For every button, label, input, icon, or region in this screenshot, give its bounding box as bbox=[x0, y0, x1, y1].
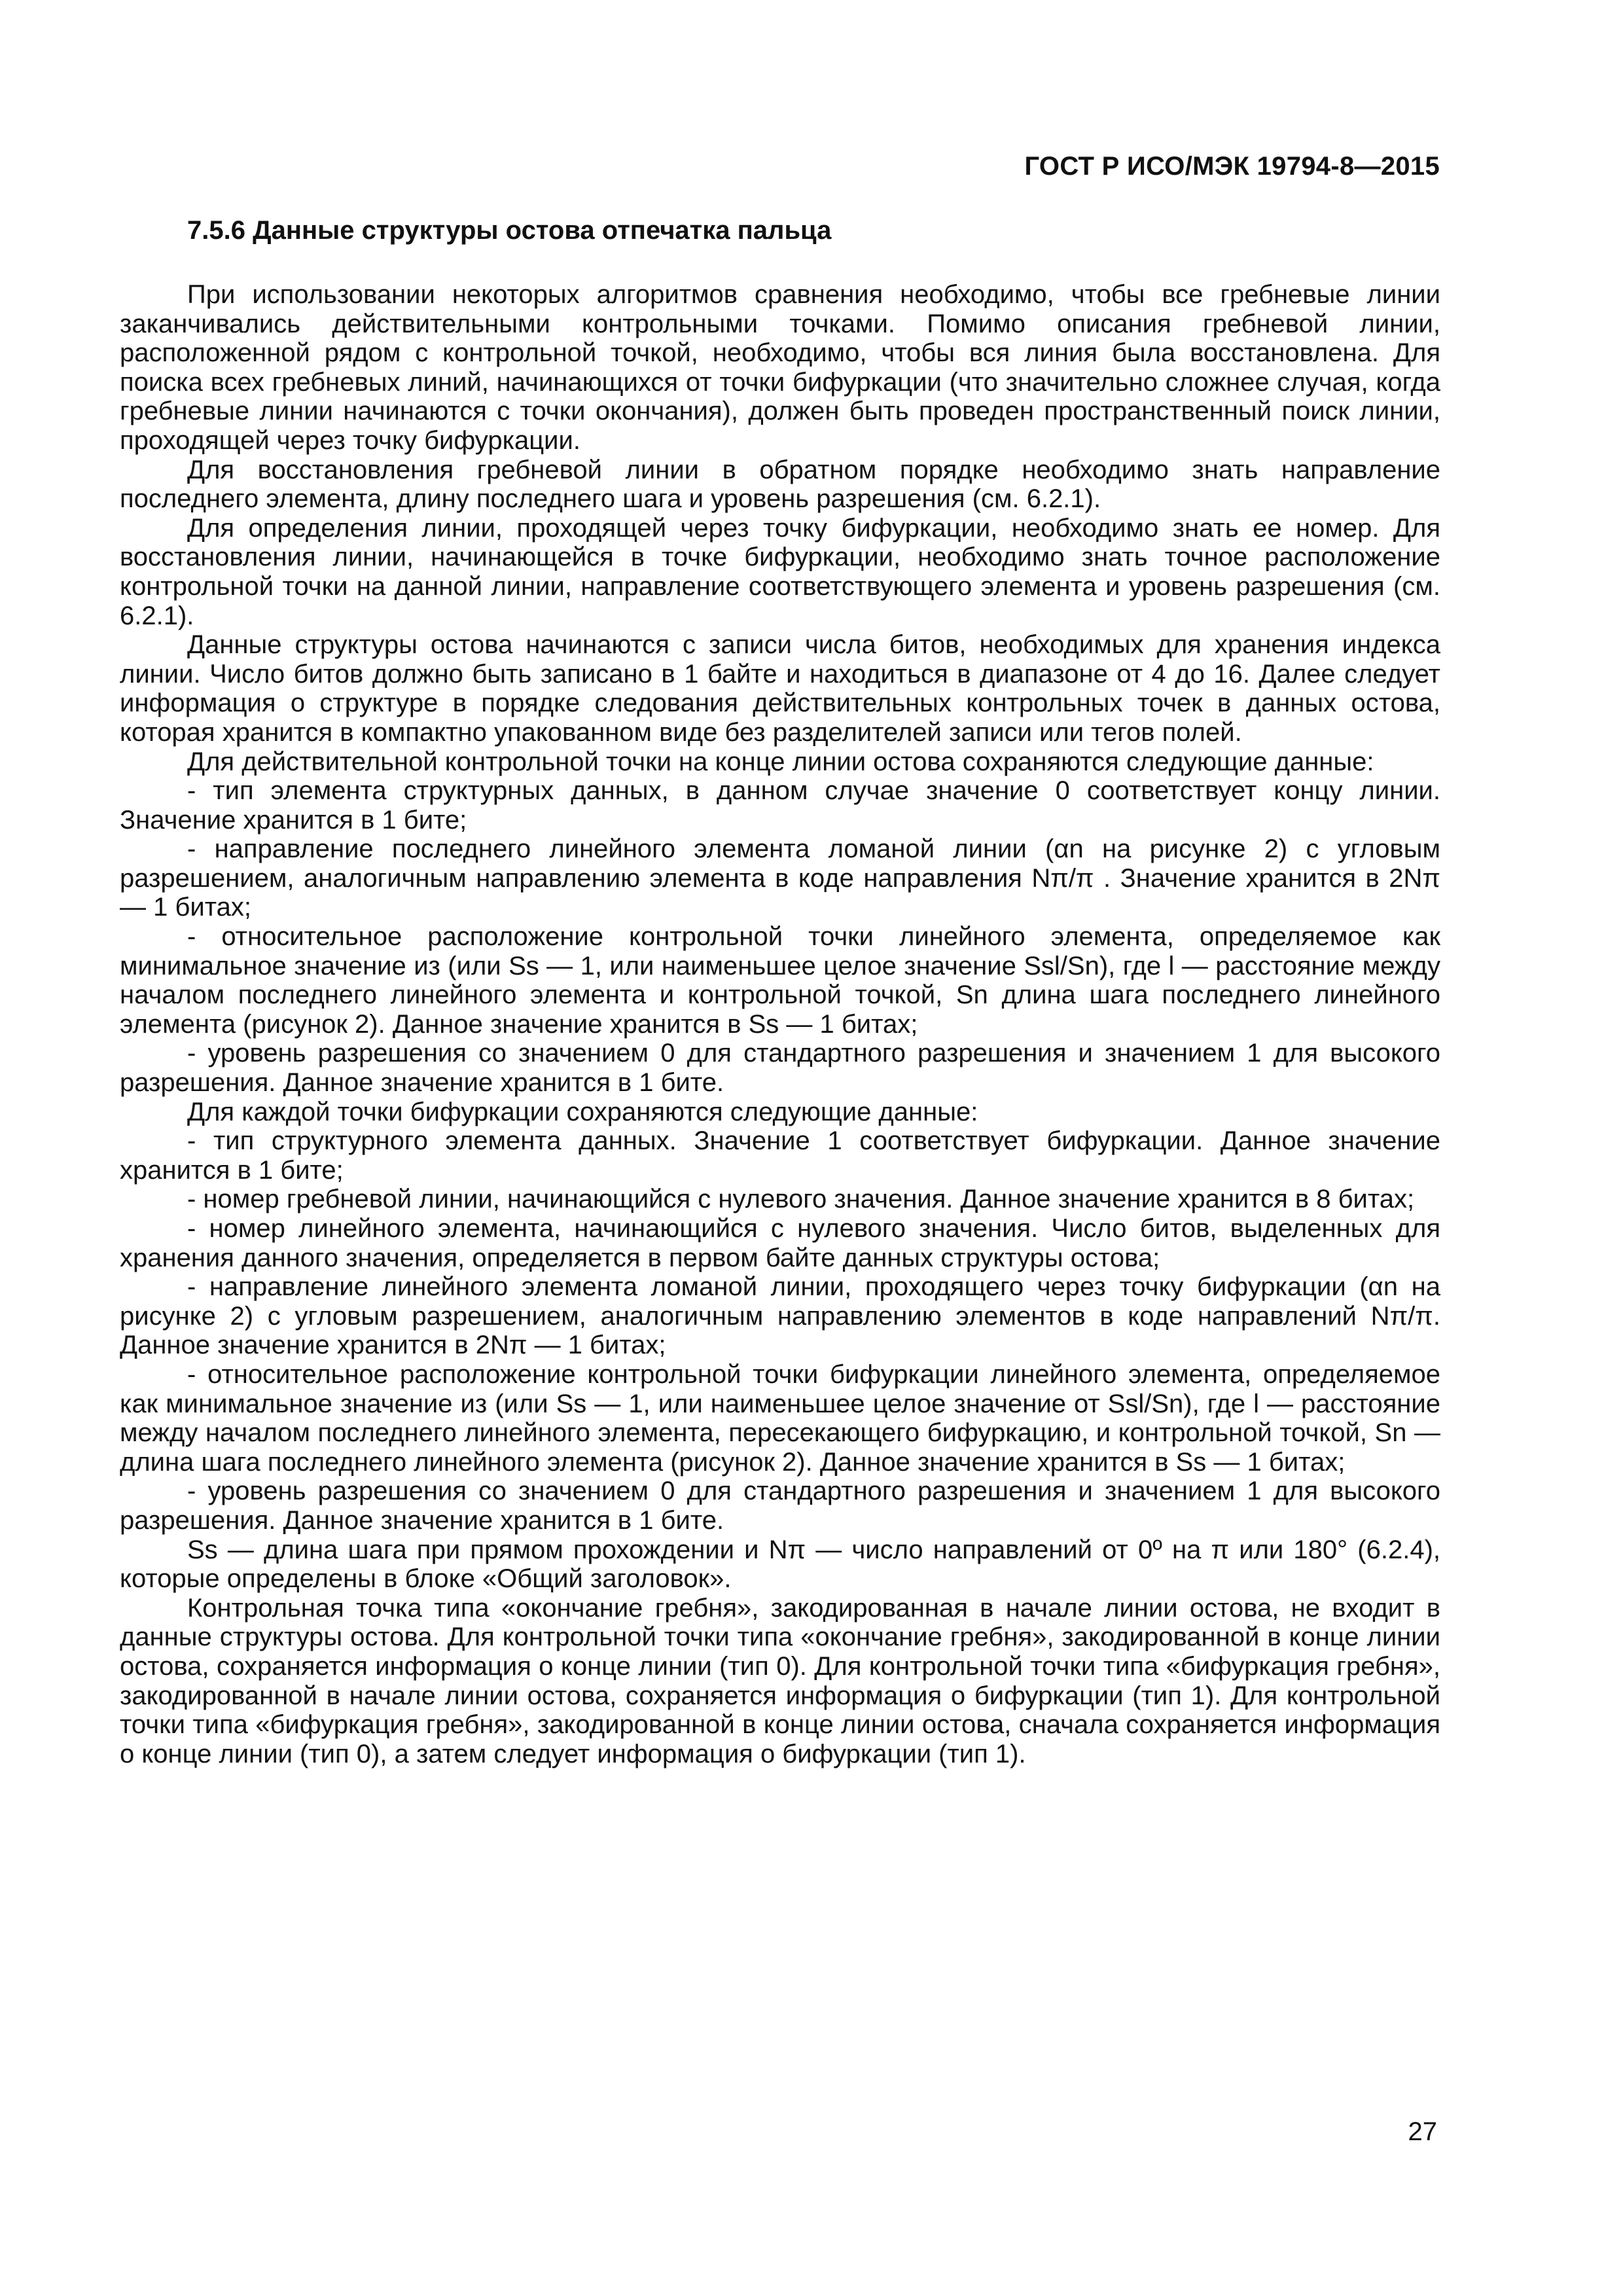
list-item: - номер линейного элемента, начинающийся с нулевого значения. Число битов, выделенных для хранения данного значения, определяется в первом байте данных структуры остова; bbox=[120, 1214, 1440, 1272]
list-item: - относительное расположение контрольной точки линейного элемента, определяемое как минимальное значение из (или Ss — 1, или наименьшее целое значение Ssl/Sn), где l — расстояние между началом последнего линейного элемента и контрольной точкой, Sn длина шага последнего линейного элемента (рисунок 2). Данное значение хранится в Ss — 1 битах; bbox=[120, 922, 1440, 1039]
document-id-header: ГОСТ Р ИСО/МЭК 19794-8—2015 bbox=[1024, 152, 1440, 181]
list-item: - направление последнего линейного элемента ломаной линии (αn на рисунке 2) с угловым разрешением, аналогичным направлению элемента в коде направления Nπ/π . Значение хранится в 2Nπ — 1 битах; bbox=[120, 834, 1440, 922]
paragraph: Для определения линии, проходящей через точку бифуркации, необходимо знать ее номер. Для восстановления линии, начинающейся в точке бифуркации, необходимо знать точное расположение контрольной точки на данной линии, направление соответствующего элемента и уровень разрешения (см. 6.2.1). bbox=[120, 513, 1440, 630]
list-item: - тип элемента структурных данных, в данном случае значение 0 соответствует концу линии. Значение хранится в 1 бите; bbox=[120, 776, 1440, 834]
list-item: - уровень разрешения со значением 0 для стандартного разрешения и значением 1 для высокого разрешения. Данное значение хранится в 1 бите. bbox=[120, 1039, 1440, 1098]
paragraph: Для каждой точки бифуркации сохраняются следующие данные: bbox=[187, 1097, 978, 1126]
page-number: 27 bbox=[1408, 2117, 1437, 2146]
paragraph: При использовании некоторых алгоритмов сравнения необходимо, чтобы все гребневые линии заканчивались действительными контрольными точками. Помимо описания гребневой линии, расположенной рядом с контрольной точкой, необходимо, чтобы вся линия была восстановлена. Для поиска всех гребневых линий, начинающихся от точки бифуркации (что значительно сложнее случая, когда гребневые линии начинаются с точки окончания), должен быть проведен пространственный поиск линии, проходящей через точку бифуркации. bbox=[120, 280, 1440, 455]
paragraph: Контрольная точка типа «окончание гребня», закодированная в начале линии остова, не входит в данные структуры остова. Для контрольной точки типа «окончание гребня», закодированной в конце линии остова, сохраняется информация о конце линии (тип 0). Для контрольной точки типа «бифуркация гребня», закодированной в начале линии остова, сохраняется информация о бифуркации (тип 1). Для контрольной точки типа «бифуркация гребня», закодированной в конце линии остова, сначала сохраняется информация о конце линии (тип 0), а затем следует информация о бифуркации (тип 1). bbox=[120, 1593, 1440, 1768]
list-item: - относительное расположение контрольной точки бифуркации линейного элемента, определяемое как минимальное значение из (или Ss — 1, или наименьшее целое значение от Ssl/Sn), где l — расстояние между началом последнего линейного элемента, пересекающего бифуркацию, и контрольной точкой, Sn — длина шага последнего линейного элемента (рисунок 2). Данное значение хранится в Ss — 1 битах; bbox=[120, 1359, 1440, 1477]
paragraph: Для действительной контрольной точки на конце линии остова сохраняются следующие данные: bbox=[187, 747, 1374, 776]
paragraph: Данные структуры остова начинаются с записи числа битов, необходимых для хранения индекса линии. Число битов должно быть записано в 1 байте и находиться в диапазоне от 4 до 16. Далее следует информация о структуре в порядке следования действительных контрольных точек в данных остова, которая хранится в компактно упакованном виде без разделителей записи или тегов полей. bbox=[120, 630, 1440, 747]
paragraph: Ss — длина шага при прямом прохождении и Nπ — число направлений от 0º на π или 180° (6.2.4), которые определены в блоке «Общий заголовок». bbox=[120, 1535, 1441, 1594]
list-item: - номер гребневой линии, начинающийся с нулевого значения. Данное значение хранится в 8 битах; bbox=[187, 1185, 1415, 1214]
list-item: - уровень разрешения со значением 0 для стандартного разрешения и значением 1 для высокого разрешения. Данное значение хранится в 1 бите. bbox=[120, 1477, 1440, 1535]
section-title: 7.5.6 Данные структуры остова отпечатка пальца bbox=[187, 216, 832, 245]
paragraph: Для восстановления гребневой линии в обратном порядке необходимо знать направление последнего элемента, длину последнего шага и уровень разрешения (см. 6.2.1). bbox=[120, 455, 1440, 514]
list-item: - направление линейного элемента ломаной линии, проходящего через точку бифуркации (αn на рисунке 2) с угловым разрешением, аналогичным направлению элементов в коде направлений Nπ/π. Данное значение хранится в 2Nπ — 1 битах; bbox=[120, 1272, 1440, 1360]
body-text bbox=[120, 280, 1440, 1768]
list-item: - тип структурного элемента данных. Значение 1 соответствует бифуркации. Данное значение хранится в 1 бите; bbox=[120, 1126, 1440, 1185]
